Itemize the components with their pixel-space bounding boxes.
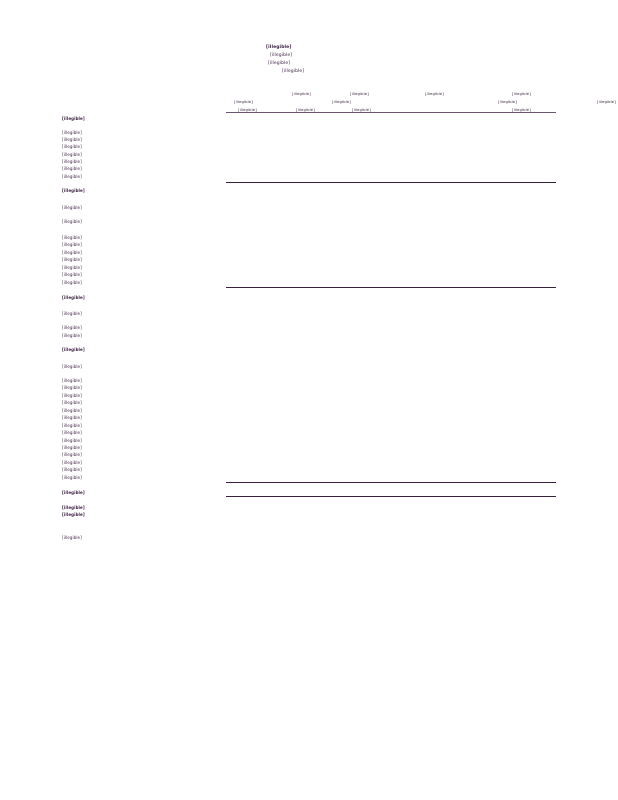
column-group-head: [illegible] (425, 91, 444, 96)
table-row-label: [illegible] (62, 257, 82, 262)
header-rule (226, 112, 556, 113)
section-heading: [illegible] (62, 364, 82, 369)
table-row-label: [illegible] (62, 137, 82, 142)
table-row-label: [illegible] (62, 423, 82, 428)
section-heading: [illegible] (62, 311, 82, 316)
table-row-label: [illegible] (62, 144, 82, 149)
title-line-1: [illegible] (266, 45, 292, 50)
column-sub-head: [illegible] (296, 107, 315, 112)
table-row-label: [illegible] (62, 265, 82, 270)
table-row-label: [illegible] (62, 378, 82, 383)
table-row-label: [illegible] (62, 430, 82, 435)
grand-total-label-line-1: [illegible] (62, 505, 85, 510)
table-row-label: [illegible] (62, 152, 82, 157)
title-line-3: [illegible] (268, 61, 291, 66)
table-row-label: [illegible] (62, 393, 82, 398)
column-sub-head: [illegible] (352, 107, 371, 112)
table-row-label: [illegible] (62, 333, 82, 338)
column-sub-head: [illegible] (498, 99, 517, 104)
table-row-label: [illegible] (62, 280, 82, 285)
section-total-label: [illegible] (62, 295, 85, 300)
table-row-label: [illegible] (62, 467, 82, 472)
table-row-label: [illegible] (62, 445, 82, 450)
section-heading: [illegible] (62, 219, 82, 224)
table-row-label: [illegible] (62, 159, 82, 164)
section-heading: [illegible] (62, 116, 85, 121)
section-heading: [illegible] (62, 205, 82, 210)
column-sub-head: [illegible] (512, 107, 531, 112)
table-row-label: [illegible] (62, 166, 82, 171)
subtotal-rule (226, 182, 556, 183)
column-group-head: [illegible] (512, 91, 531, 96)
footnote: [illegible] (62, 535, 82, 540)
table-row-label: [illegible] (62, 272, 82, 277)
section-total-label: [illegible] (62, 347, 85, 352)
table-row-label: [illegible] (62, 235, 82, 240)
section-total-label: [illegible] (62, 188, 85, 193)
table-row-label: [illegible] (62, 452, 82, 457)
table-row-label: [illegible] (62, 408, 82, 413)
title-line-4: [illegible] (282, 69, 305, 74)
subtotal-rule (226, 287, 556, 288)
table-row-label: [illegible] (62, 475, 82, 480)
table-row-label: [illegible] (62, 400, 82, 405)
column-group-head: [illegible] (292, 91, 311, 96)
table-row-label: [illegible] (62, 415, 82, 420)
table-row-label: [illegible] (62, 438, 82, 443)
column-sub-head: [illegible] (234, 99, 253, 104)
table-row-label: [illegible] (62, 242, 82, 247)
column-sub-head: [illegible] (238, 107, 257, 112)
table-row-label: [illegible] (62, 460, 82, 465)
column-group-head: [illegible] (597, 99, 616, 104)
column-group-head: [illegible] (350, 91, 369, 96)
table-row-label: [illegible] (62, 325, 82, 330)
table-row-label: [illegible] (62, 250, 82, 255)
table-row-label: [illegible] (62, 174, 82, 179)
subtotal-rule (226, 482, 556, 483)
table-row-label: [illegible] (62, 130, 82, 135)
table-row-label: [illegible] (62, 385, 82, 390)
total-rule (226, 496, 556, 497)
column-sub-head: [illegible] (332, 99, 351, 104)
grand-total-label-line-2: [illegible] (62, 512, 85, 517)
title-line-2: [illegible] (270, 53, 293, 58)
section-total-label: [illegible] (62, 490, 85, 495)
